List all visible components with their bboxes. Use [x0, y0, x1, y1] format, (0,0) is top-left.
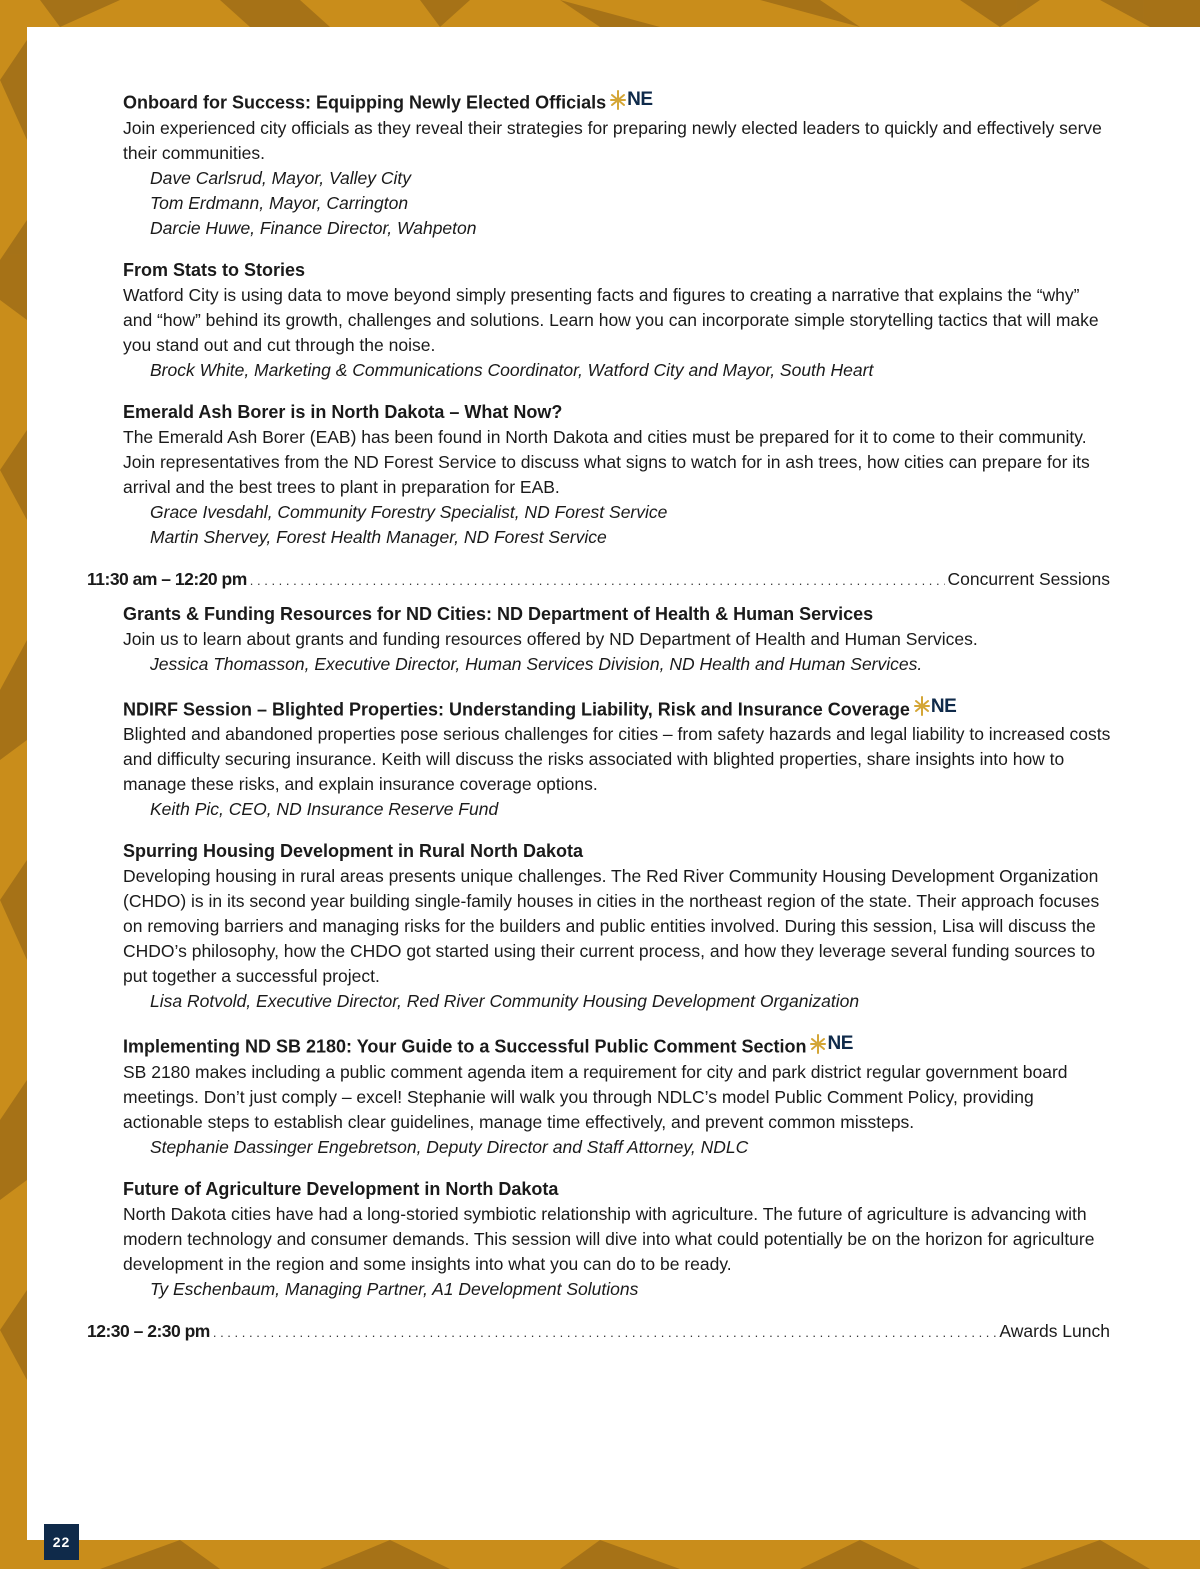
speaker: Dave Carlsrud, Mayor, Valley City	[150, 167, 411, 188]
speaker: Keith Pic, CEO, ND Insurance Reserve Fund	[150, 799, 499, 819]
dot-leader	[213, 1320, 997, 1345]
session	[123, 1177, 1113, 1302]
speaker: Ty Eschenbaum, Managing Partner, A1 Development Solutions	[150, 1278, 639, 1299]
session-title: NDIRF Session – Blighted Properties: Understanding Liability, Risk and Insurance Coverage NE	[123, 695, 957, 719]
session-title: Spurring Housing Development in Rural North Dakota	[123, 841, 584, 861]
speaker: Tom Erdmann, Mayor, Carrington	[150, 192, 409, 213]
session-description: Join experienced city officials as they reveal their strategies for preparing newly elected leaders to quickly and effectively serve their communities.	[123, 117, 1102, 163]
time-label: 11:30 am – 12:20 pm	[87, 568, 247, 589]
session-title: Onboard for Success: Equipping Newly Elected Officials NE	[123, 89, 653, 113]
session-description: Blighted and abandoned properties pose serious challenges for cities – from safety hazards and legal liability to increased costs and difficulty securing insurance. Keith will discuss the risks associated with blighted properties, share insights into how to manage these risks, and explain insurance coverage options.	[123, 724, 1111, 794]
session-list-b	[123, 602, 1113, 1302]
session	[123, 602, 1113, 677]
dot-leader	[250, 568, 945, 593]
session	[123, 87, 1113, 241]
session	[123, 258, 1113, 383]
ne-badge	[610, 87, 652, 112]
time-event: Awards Lunch	[999, 1320, 1110, 1341]
session-description: The Emerald Ash Borer (EAB) has been found in North Dakota and cities must be prepared for it to come to their community. Join representatives from the ND Forest Service to discuss what signs to watch for in ash trees, how cities can prepare for its arrival and the best trees to plant in preparation for EAB.	[123, 426, 1090, 497]
time-event: Concurrent Sessions	[947, 568, 1110, 589]
session-description: North Dakota cities have had a long-storied symbiotic relationship with agriculture. The future of agriculture is advancing with modern technology and consumer demands. This session will dive into what could potentially be on the horizon for agriculture development in the region and some insights into what you can do to be ready.	[123, 1203, 1095, 1274]
speaker: Lisa Rotvold, Executive Director, Red River Community Housing Development Organization	[150, 991, 860, 1011]
session-title: Grants & Funding Resources for ND Cities: ND Department of Health & Human Services	[123, 603, 874, 624]
session-title: Emerald Ash Borer is in North Dakota – What Now?	[123, 401, 563, 422]
ne-badge	[914, 694, 956, 719]
session	[123, 400, 1113, 550]
page-number: 22	[44, 1524, 79, 1560]
speaker: Martin Shervey, Forest Health Manager, ND Forest Service	[150, 526, 607, 547]
time-block	[87, 1319, 1110, 1345]
session	[123, 1031, 1113, 1160]
speaker: Grace Ivesdahl, Community Forestry Specialist, ND Forest Service	[150, 501, 668, 522]
speaker: Jessica Thomasson, Executive Director, Human Services Division, ND Health and Human Services.	[150, 653, 923, 674]
time-block	[87, 567, 1110, 593]
sunburst-icon	[810, 1033, 826, 1055]
session-title: From Stats to Stories	[123, 259, 306, 280]
ne-badge-text: NE	[827, 1033, 853, 1054]
session-list-a	[123, 87, 1113, 550]
time-label: 12:30 – 2:30 pm	[87, 1320, 210, 1341]
page	[27, 27, 1200, 1540]
session-title: Future of Agriculture Development in North Dakota	[123, 1178, 559, 1199]
sunburst-icon	[610, 89, 626, 111]
session-description: Developing housing in rural areas presents unique challenges. The Red River Community Housing Development Organization (CHDO) is in its second year building single-family houses in cities in the northeast region of the state. Their approach focuses on removing barriers and managing risks for the builders and public entities involved. During this session, Lisa will discuss the CHDO’s philosophy, how the CHDO got started using their current process, and how they leverage several funding sources to put together a successful project.	[123, 866, 1100, 986]
ne-badge-text: NE	[627, 89, 653, 110]
speaker: Darcie Huwe, Finance Director, Wahpeton	[150, 217, 477, 238]
session-description: Join us to learn about grants and funding resources offered by ND Department of Health and Human Services.	[123, 628, 978, 649]
session	[123, 694, 1113, 823]
session-description: SB 2180 makes including a public comment agenda item a requirement for city and park district regular government board meetings. Don’t just comply – excel! Stephanie will walk you through NDLC’s model Public Comment Policy, providing actionable steps to establish clear guidelines, manage time effectively, and prevent common missteps.	[123, 1061, 1068, 1132]
sunburst-icon	[914, 695, 930, 717]
session-title: Implementing ND SB 2180: Your Guide to a Successful Public Comment Section NE	[123, 1033, 853, 1057]
ne-badge-text: NE	[930, 695, 957, 717]
session-description: Watford City is using data to move beyond simply presenting facts and figures to creating a narrative that explains the “why” and “how” behind its growth, challenges and solutions. Learn how you can incorporate simple storytelling tactics that will make you stand out and cut through the noise.	[123, 284, 1099, 355]
speaker: Stephanie Dassinger Engebretson, Deputy Director and Staff Attorney, NDLC	[150, 1136, 749, 1157]
ne-badge	[810, 1031, 852, 1056]
session	[123, 839, 1113, 1014]
agenda-content	[87, 87, 1113, 1354]
speaker: Brock White, Marketing & Communications Coordinator, Watford City and Mayor, South Heart	[150, 359, 874, 380]
